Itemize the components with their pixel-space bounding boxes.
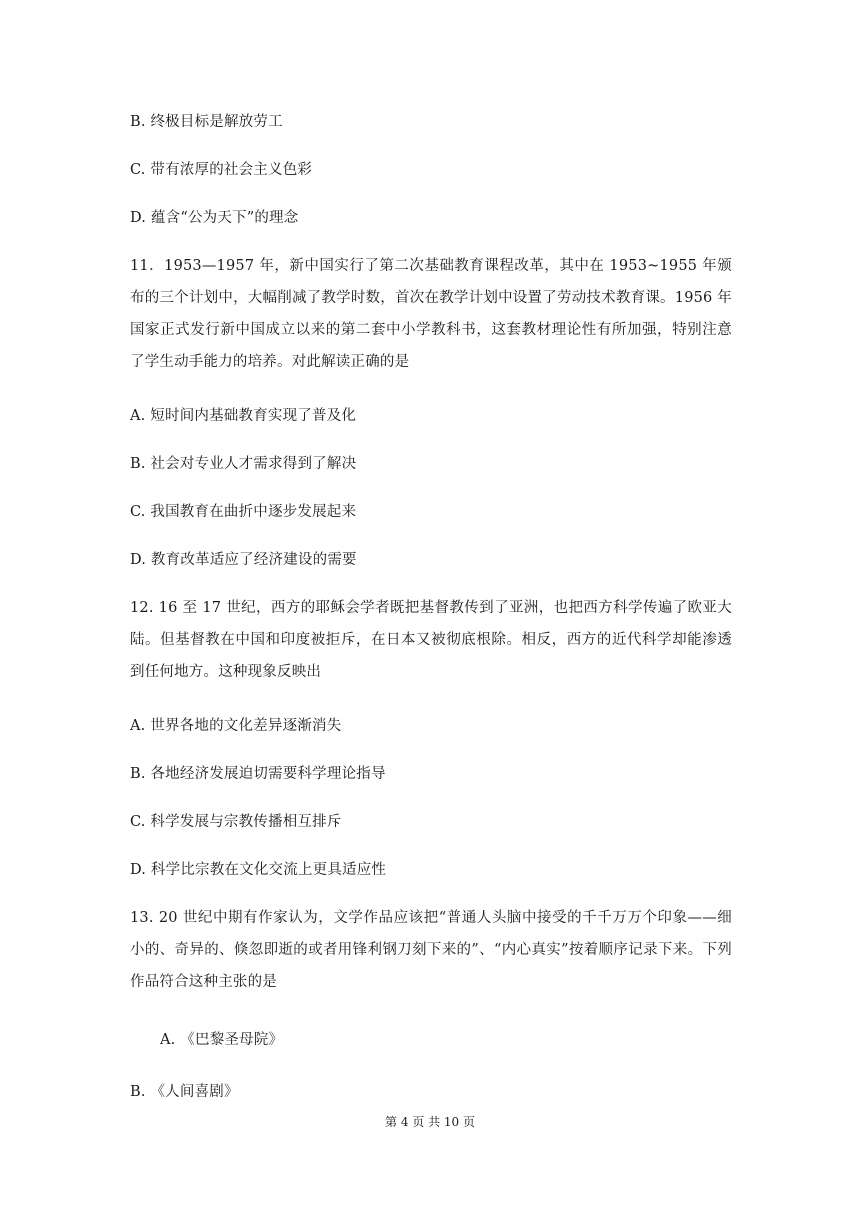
prev-option-c: C. 带有浓厚的社会主义色彩 xyxy=(130,162,313,178)
question-11-stem: 11．1953—1957 年，新中国实行了第二次基础教育课程改革，其中在 1953~1955 年颁布的三个计划中，大幅削减了教学时数，首次在教学计划中设置了劳动技术教育课。1956 年国家正式发行新中国成立以来的第二套中小学教科书，这套教材理论性有所加强，特别注意了学生动手能力的培养。对此解读正确的是 xyxy=(130,258,732,370)
question-12-stem: 12. 16 至 17 世纪，西方的耶稣会学者既把基督教传到了亚洲，也把西方科学传遍了欧亚大陆。但基督教在中国和印度被拒斥，在日本又被彻底根除。相反，西方的近代科学却能渗透到任何地方。这种现象反映出 xyxy=(130,600,732,680)
question-11-option-a: A. 短时间内基础教育实现了普及化 xyxy=(130,408,357,424)
question-13-option-a: A. 《巴黎圣母院》 xyxy=(160,1032,284,1048)
question-13-option-b: B. 《人间喜剧》 xyxy=(130,1084,239,1100)
page-footer: 第 4 页 共 10 页 xyxy=(385,1115,475,1129)
question-12-option-b: B. 各地经济发展迫切需要科学理论指导 xyxy=(130,766,386,782)
question-11-option-d: D. 教育改革适应了经济建设的需要 xyxy=(130,552,357,568)
prev-option-d: D. 蕴含“公为天下”的理念 xyxy=(130,210,299,226)
question-11-option-c: C. 我国教育在曲折中逐步发展起来 xyxy=(130,504,357,520)
question-13-stem: 13. 20 世纪中期有作家认为，文学作品应该把“普通人头脑中接受的千千万万个印象——细小的、奇异的、倏忽即逝的或者用锋利钢刀刻下来的”、“内心真实”按着顺序记录下来。下列作品符合这种主张的是 xyxy=(130,910,732,990)
question-12-option-d: D. 科学比宗教在文化交流上更具适应性 xyxy=(130,862,387,878)
question-11-option-b: B. 社会对专业人才需求得到了解决 xyxy=(130,456,357,472)
question-12-option-a: A. 世界各地的文化差异逐渐消失 xyxy=(130,718,342,734)
question-12-option-c: C. 科学发展与宗教传播相互排斥 xyxy=(130,814,342,830)
prev-option-b: B. 终极目标是解放劳工 xyxy=(130,114,283,130)
